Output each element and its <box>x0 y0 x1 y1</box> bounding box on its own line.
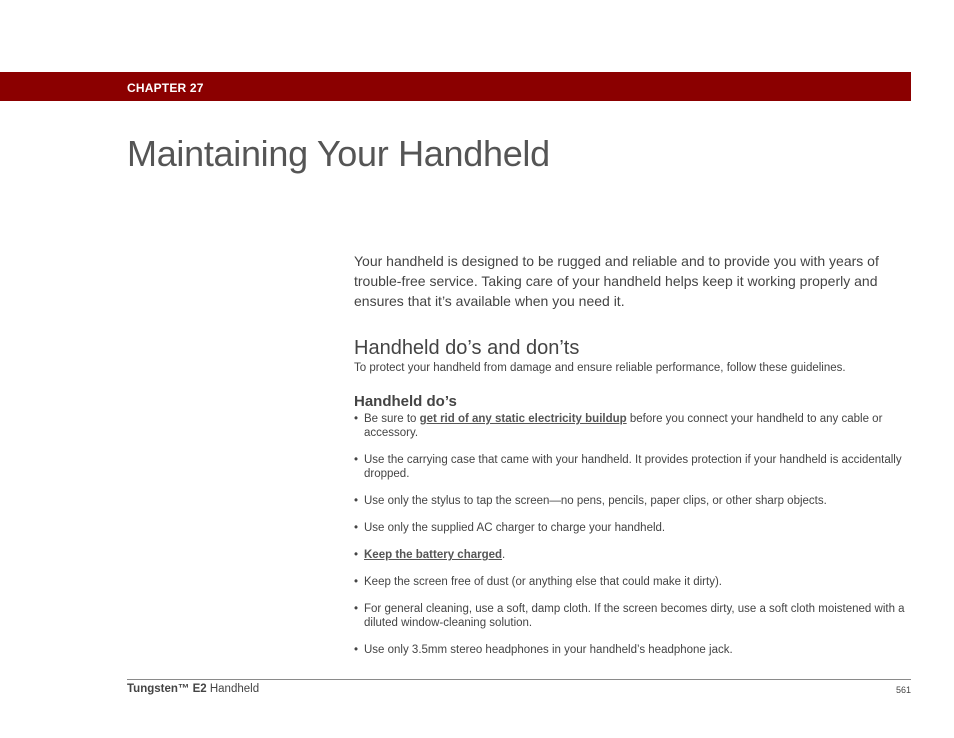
footer-product: Handheld <box>206 683 260 695</box>
footer-divider <box>127 679 911 680</box>
item-text: Use only the stylus to tap the screen—no pens, pencils, paper clips, or other sharp objects. <box>364 495 827 507</box>
footer-product-name <box>127 683 259 695</box>
battery-charged-link[interactable]: Keep the battery charged <box>364 549 503 561</box>
item-text: before you connect your handheld to any cable or accessory. <box>364 413 883 439</box>
list-item <box>354 412 912 440</box>
page-title: Maintaining Your Handheld <box>127 133 550 174</box>
bullet-icon: • <box>354 603 359 615</box>
item-text: . <box>502 549 506 561</box>
list-item <box>354 602 912 630</box>
item-text: Use only the supplied AC charger to charge your handheld. <box>364 522 666 534</box>
bullet-icon: • <box>354 576 359 588</box>
bullet-icon: • <box>354 454 359 466</box>
list-item <box>354 548 912 562</box>
static-electricity-link[interactable]: get rid of any static electricity buildup <box>419 413 627 425</box>
subheading-dos: Handheld do’s <box>354 393 457 410</box>
list-item <box>354 521 912 535</box>
list-item <box>354 575 912 589</box>
bullet-icon: • <box>354 413 359 425</box>
section-lead: To protect your handheld from damage and ensure reliable performance, follow these guidelines. <box>354 362 846 374</box>
item-text: Keep the screen free of dust (or anything else that could make it dirty). <box>364 576 722 588</box>
item-text: Be sure to <box>364 413 420 425</box>
bullet-icon: • <box>354 644 359 656</box>
intro-paragraph: Your handheld is designed to be rugged and reliable and to provide you with years of trouble-free service. Taking care of your handheld helps keep it working properly and ensures that it’s available when you need it. <box>354 253 879 309</box>
list-item <box>354 643 912 657</box>
dos-list <box>354 412 912 670</box>
list-item <box>354 453 912 481</box>
main-content <box>354 251 914 656</box>
bullet-icon: • <box>354 495 359 507</box>
list-item <box>354 494 912 508</box>
item-text: For general cleaning, use a soft, damp cloth. If the screen becomes dirty, use a soft cloth moistened with a diluted window-cleaning solution. <box>364 603 905 629</box>
page-number: 561 <box>895 685 911 695</box>
chapter-label: CHAPTER 27 <box>127 81 204 95</box>
footer-brand: Tungsten™ E2 <box>127 683 207 695</box>
item-text: Use the carrying case that came with your handheld. It provides protection if your handheld is accidentally dropped. <box>364 454 902 480</box>
section-heading: Handheld do’s and don’ts <box>354 337 580 359</box>
bullet-icon: • <box>354 522 359 534</box>
bullet-icon: • <box>354 549 359 561</box>
item-text: Use only 3.5mm stereo headphones in your handheld’s headphone jack. <box>364 644 733 656</box>
